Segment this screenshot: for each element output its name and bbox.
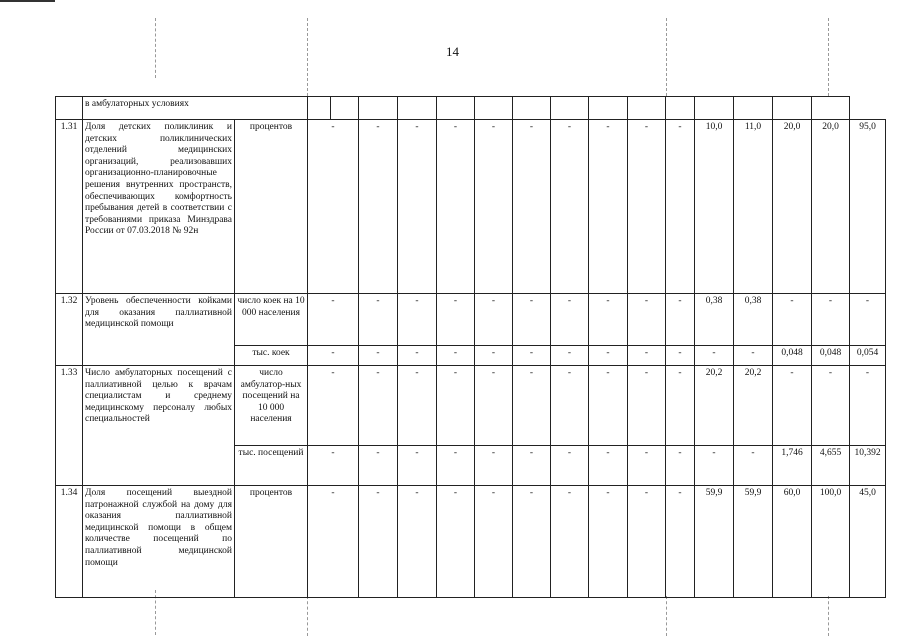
value-cell: -: [308, 446, 359, 486]
value-cell: -: [628, 486, 666, 598]
value-cell: [734, 97, 773, 120]
value-cell: [359, 97, 398, 120]
scan-line: [666, 596, 667, 636]
value-cell: -: [475, 294, 513, 346]
page-number: 14: [446, 44, 459, 59]
value-cell: -: [437, 120, 475, 294]
value-cell: -: [513, 366, 551, 446]
indicator-name-cell: Доля детских поликлиник и детских поликлинических отделений медицинских организаций, реализовавших организационно-планировочные решения внутренних пространств, обеспечивающих комфортность пребывания детей в соответствии с требованиями приказа Минздрава России от 07.03.2018 № 92н: [83, 120, 235, 294]
value-cell: -: [551, 294, 589, 346]
value-cell: -: [437, 446, 475, 486]
scan-line: [307, 596, 308, 636]
value-cell: -: [475, 486, 513, 598]
value-cell: [398, 97, 437, 120]
table-row: [56, 486, 886, 598]
value-cell: [308, 97, 331, 120]
unit-cell: тыс. коек: [235, 346, 308, 366]
value-cell: -: [628, 446, 666, 486]
value-cell: -: [850, 366, 886, 446]
indicator-name-cell: Число амбулаторных посещений с паллиативной целью к врачам специалистам и среднему медицинскому персоналу любых специальностей: [83, 366, 235, 486]
value-cell: -: [628, 120, 666, 294]
value-cell: 4,655: [812, 446, 850, 486]
value-cell: -: [589, 120, 628, 294]
value-cell: -: [437, 346, 475, 366]
table-row: [56, 294, 886, 346]
value-cell: -: [359, 294, 398, 346]
row-number-cell: [56, 97, 83, 120]
value-cell: -: [695, 446, 734, 486]
value-cell: -: [398, 486, 437, 598]
value-cell: -: [666, 446, 695, 486]
unit-cell: число коек на 10 000 населения: [235, 294, 308, 346]
value-cell: -: [666, 120, 695, 294]
value-cell: -: [359, 486, 398, 598]
value-cell: -: [398, 120, 437, 294]
row-number-cell: 1.32: [56, 294, 83, 366]
value-cell: 100,0: [812, 486, 850, 598]
value-cell: -: [513, 446, 551, 486]
value-cell: -: [437, 294, 475, 346]
value-cell: -: [398, 346, 437, 366]
value-cell: 10,392: [850, 446, 886, 486]
value-cell: [551, 97, 589, 120]
value-cell: [475, 97, 513, 120]
value-cell: -: [308, 486, 359, 598]
value-cell: -: [308, 294, 359, 346]
value-cell: -: [695, 346, 734, 366]
value-cell: 60,0: [773, 486, 812, 598]
value-cell: [812, 97, 850, 120]
indicator-name-cell: в амбулаторных условиях: [83, 97, 308, 120]
value-cell: -: [475, 366, 513, 446]
value-cell: -: [513, 294, 551, 346]
value-cell: -: [589, 366, 628, 446]
indicators-table: [55, 96, 886, 598]
value-cell: -: [398, 294, 437, 346]
value-cell: -: [589, 446, 628, 486]
value-cell: -: [589, 294, 628, 346]
value-cell: [695, 97, 734, 120]
value-cell: 45,0: [850, 486, 886, 598]
value-cell: -: [628, 294, 666, 346]
value-cell: -: [589, 486, 628, 598]
value-cell: -: [513, 486, 551, 598]
table-row: [56, 120, 886, 294]
value-cell: -: [437, 366, 475, 446]
value-cell: 0,38: [695, 294, 734, 346]
value-cell: -: [475, 346, 513, 366]
value-cell: -: [628, 346, 666, 366]
indicator-name-cell: Доля посещений выездной патронажной службой на дому для оказания паллиативной медицинской помощи в общем количестве посещений по паллиативной медицинской помощи: [83, 486, 235, 598]
value-cell: 20,2: [734, 366, 773, 446]
value-cell: -: [551, 366, 589, 446]
value-cell: 10,0: [695, 120, 734, 294]
value-cell: 0,38: [734, 294, 773, 346]
value-cell: -: [773, 366, 812, 446]
value-cell: -: [589, 346, 628, 366]
value-cell: -: [628, 366, 666, 446]
value-cell: 59,9: [695, 486, 734, 598]
value-cell: -: [666, 486, 695, 598]
value-cell: -: [398, 446, 437, 486]
table-row: [56, 366, 886, 446]
value-cell: -: [850, 294, 886, 346]
value-cell: 0,054: [850, 346, 886, 366]
value-cell: -: [359, 446, 398, 486]
value-cell: 0,048: [812, 346, 850, 366]
value-cell: -: [551, 446, 589, 486]
value-cell: -: [308, 366, 359, 446]
value-cell: -: [734, 346, 773, 366]
value-cell: -: [308, 120, 359, 294]
value-cell: 59,9: [734, 486, 773, 598]
value-cell: [437, 97, 475, 120]
value-cell: -: [551, 486, 589, 598]
scan-mark-top: [0, 0, 55, 2]
value-cell: -: [475, 446, 513, 486]
value-cell: [666, 97, 695, 120]
scan-line: [828, 596, 829, 636]
value-cell: -: [308, 346, 359, 366]
value-cell: -: [359, 120, 398, 294]
value-cell: -: [437, 486, 475, 598]
value-cell: [628, 97, 666, 120]
value-cell: 0,048: [773, 346, 812, 366]
value-cell: 1,746: [773, 446, 812, 486]
value-cell: -: [666, 346, 695, 366]
value-cell: 95,0: [850, 120, 886, 294]
row-number-cell: 1.31: [56, 120, 83, 294]
value-cell: -: [666, 294, 695, 346]
value-cell: [773, 97, 812, 120]
unit-cell: процентов: [235, 486, 308, 598]
value-cell: -: [551, 346, 589, 366]
value-cell: -: [398, 366, 437, 446]
value-cell: -: [359, 346, 398, 366]
value-cell: 20,0: [773, 120, 812, 294]
value-cell: -: [513, 346, 551, 366]
value-cell: [589, 97, 628, 120]
value-cell: -: [812, 366, 850, 446]
value-cell: -: [773, 294, 812, 346]
unit-cell: тыс. посещений: [235, 446, 308, 486]
row-number-cell: 1.34: [56, 486, 83, 598]
indicator-name-cell: Уровень обеспеченности койками для оказания паллиативной медицинской помощи: [83, 294, 235, 366]
value-cell: -: [551, 120, 589, 294]
value-cell: -: [359, 366, 398, 446]
value-cell: 20,0: [812, 120, 850, 294]
unit-cell: число амбулатор-ных посещений на 10 000 населения: [235, 366, 308, 446]
row-number-cell: 1.33: [56, 366, 83, 486]
value-cell: 11,0: [734, 120, 773, 294]
value-cell: [331, 97, 359, 120]
value-cell: [513, 97, 551, 120]
value-cell: 20,2: [695, 366, 734, 446]
value-cell: -: [812, 294, 850, 346]
value-cell: -: [513, 120, 551, 294]
value-cell: -: [475, 120, 513, 294]
unit-cell: процентов: [235, 120, 308, 294]
value-cell: -: [734, 446, 773, 486]
value-cell: -: [666, 366, 695, 446]
table-row: [56, 97, 886, 120]
